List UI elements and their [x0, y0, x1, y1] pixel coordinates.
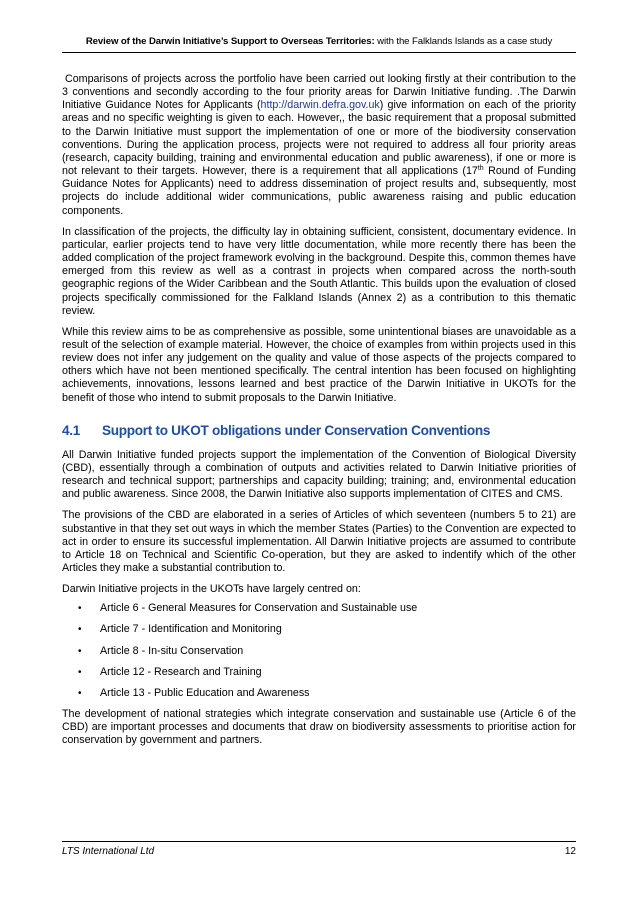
paragraph-national-strategies: The development of national strategies which integrate conservation and sustainable use (Article 6 of the CBD) are important processes and documents that draw on biodiversity assessments to prioritise action for conservation by government and partners.	[62, 708, 576, 747]
bullet-icon: •	[78, 624, 82, 636]
list-item-text: Article 12 - Research and Training	[100, 665, 262, 678]
footer-company: LTS International Ltd	[62, 846, 155, 857]
list-item-text: Article 7 - Identification and Monitoring	[100, 623, 282, 636]
bullet-icon: •	[78, 687, 82, 699]
paragraph-cbd-articles: The provisions of the CBD are elaborated in a series of Articles of which seventeen (numbers 5 to 21) are substantive in that they set out ways in which the member States (Parties) to the Convention are expected to act in order to ensure its successful implementation. All Darwin Initiative projects are assumed to contribute to Article 18 on Technical and Scientific Co-operation, but they are asked to indentify which of the other Articles they make a substantial contribution to.	[62, 509, 576, 574]
list-item	[78, 666, 576, 679]
paragraph-classification: In classification of the projects, the difficulty lay in obtaining sufficient, consistent, documentary evidence. In particular, earlier projects tend to have very little documentation, while more recently there has been the added complication of the project framework evolving in the background. Despite this, common themes have emerged from this review as well as a contrast in projects when compared across the north-south geographic regions of the Wider Caribbean and the South Atlantic. This builds upon the evaluation of closed projects specifically commissioned for the Falkland Islands (Annex 2) as a contribution to this thematic review.	[62, 225, 576, 317]
section-title: Support to UKOT obligations under Conservation Conventions	[102, 422, 491, 438]
paragraph-review-scope: While this review aims to be as comprehensive as possible, some unintentional biases are unavoidable as a result of the selection of example material. However, the choice of examples from within projects used in this review does not infer any judgement on the quality and value of those aspects of the projects compared to others which have not been mentioned specifically. The central intention has been focused on highlighting achievements, innovations, lessons learned and best practice of the Darwin Initiative in UKOTs for the benefit of those who intend to submit proposals to the Darwin Initiative.	[62, 325, 576, 404]
page-number: 12	[564, 846, 576, 857]
article-list	[62, 602, 576, 700]
list-item-text: Article 13 - Public Education and Awareness	[100, 686, 310, 699]
header-title-rest: with the Falklands Islands as a case study	[374, 36, 553, 47]
paragraph-cbd-support: All Darwin Initiative funded projects support the implementation of the Convention of Biological Diversity (CBD), essentially through a combination of outputs and activities related to Darwin Initiative priorities of research and technical support; partnerships and capacity building; training; and, environmental education and public awareness. Since 2008, the Darwin Initiative also supports implementation of CITES and CMS.	[62, 448, 576, 501]
paragraph-text: ) give information on each of the priority areas and no specific weighting is given to each. However,, the basic requirement that a proposal submitted to the Darwin Initiative must support the implementation of one or more of the biodiversity conservation conventions. During the application process, projects were not required to address all four priority areas (research, capacity building, training and environmental education and public awareness), if one or more is not relevant to their targets. However, there is a requirement that all applications (17	[62, 99, 576, 178]
paragraph-text: Round of Funding Guidance Notes for Applicants) need to address dissemination of project results and, subsequently, most projects do include additional wider communications, public awareness raising and public education components.	[62, 165, 576, 217]
list-item	[78, 645, 576, 658]
header-title-bold: Review of the Darwin Initiative’s Support to Overseas Territories:	[85, 36, 375, 47]
list-item	[78, 687, 576, 700]
footer-divider	[62, 841, 576, 842]
page-body	[62, 73, 576, 756]
header-divider	[62, 52, 576, 53]
paragraph-comparisons	[62, 73, 576, 218]
superscript-th: th	[477, 165, 484, 173]
list-item	[78, 623, 576, 636]
section-number: 4.1	[62, 422, 80, 438]
darwin-link[interactable]: http://darwin.defra.gov.uk	[260, 99, 380, 112]
bullet-icon: •	[78, 666, 82, 678]
paragraph-list-intro: Darwin Initiative projects in the UKOTs have largely centred on:	[62, 583, 361, 596]
running-header	[62, 36, 576, 48]
list-item	[78, 602, 576, 615]
paragraph-text: Comparisons of projects across the portfolio have been carried out looking firstly at their contribution to the 3 conventions and secondly according to the four priority areas for Darwin Initiative funding. .The Darwin Initiative Guidance Notes for Applicants (	[62, 73, 576, 112]
list-item-text: Article 6 - General Measures for Conservation and Sustainable use	[100, 602, 418, 615]
list-item-text: Article 8 - In-situ Conservation	[100, 644, 244, 657]
bullet-icon: •	[78, 603, 82, 615]
section-heading	[62, 423, 576, 439]
bullet-icon: •	[78, 645, 82, 657]
